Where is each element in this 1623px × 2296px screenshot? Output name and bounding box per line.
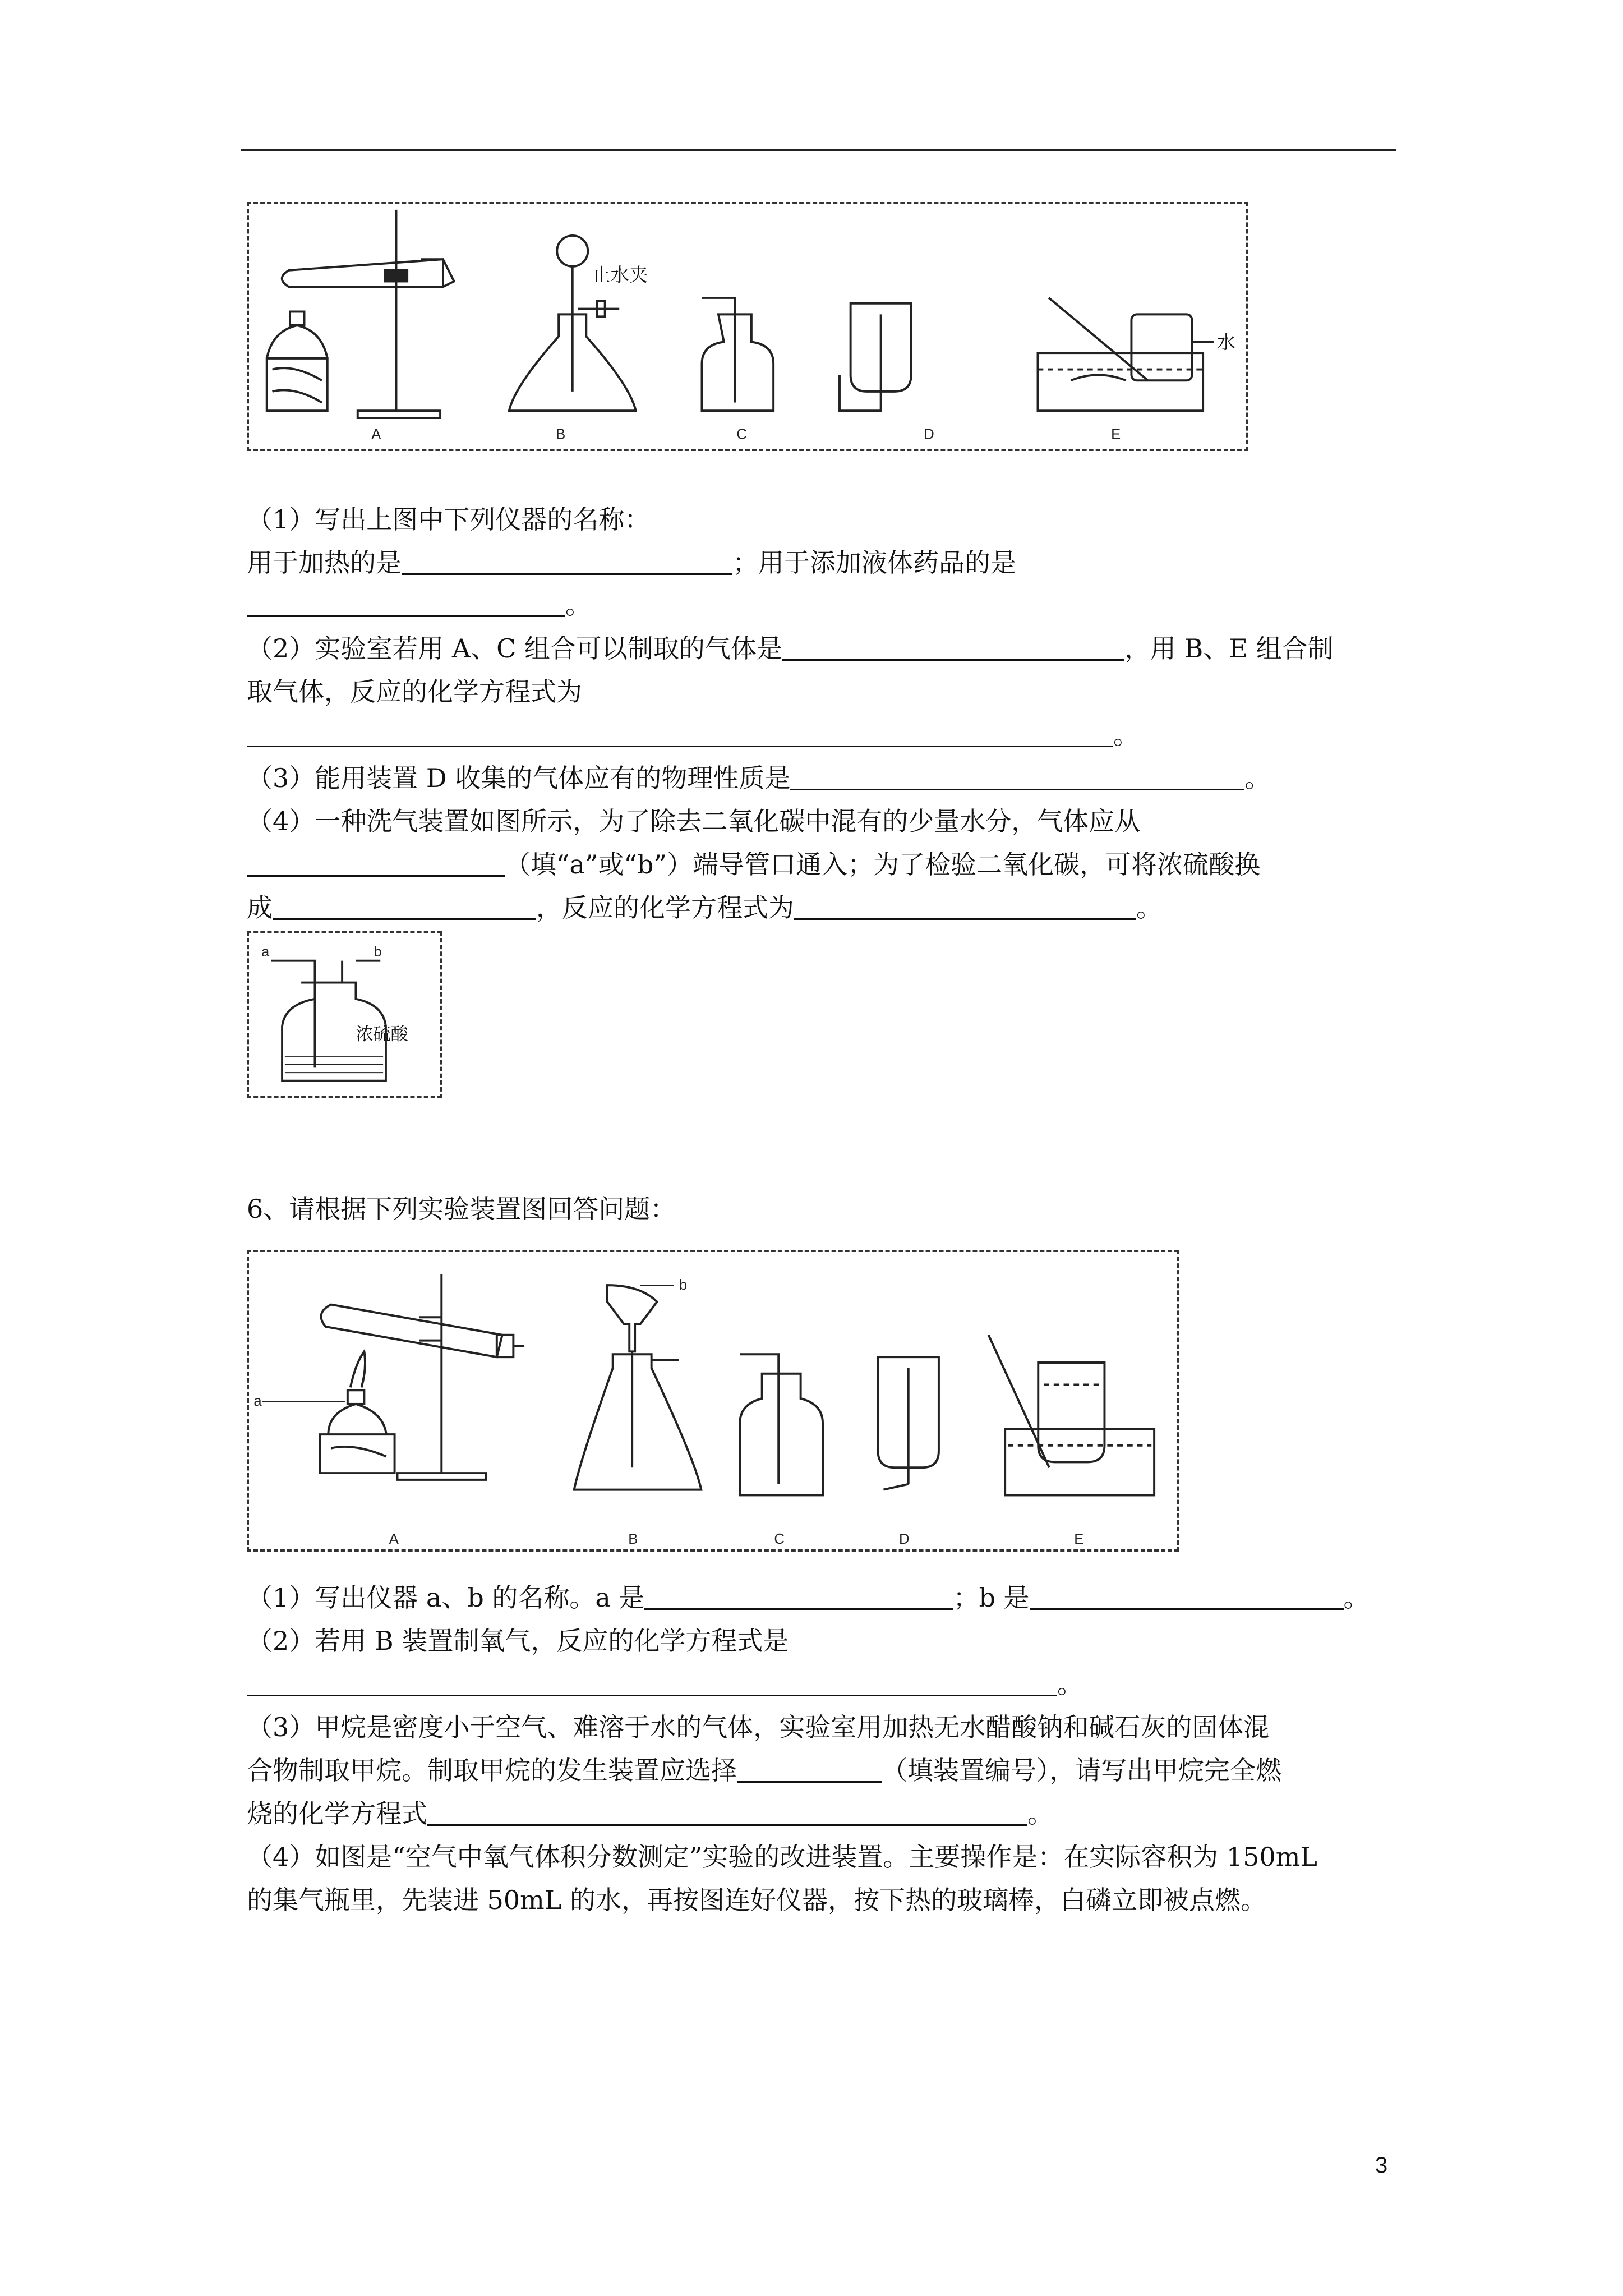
q6-p3-text-b2: （填装置编号），请写出甲烷完全燃 [882, 1755, 1281, 1786]
q5-p2-line-2: 取气体，反应的化学方程式为 [247, 677, 582, 707]
gas-washing-figure [247, 931, 442, 1098]
q5-p4-line-2 [247, 849, 1260, 880]
water-label: 水 [1216, 331, 1236, 353]
apparatus-figure-1 [247, 202, 1248, 451]
q5-p4-text-c2: ，反应的化学方程式为 [536, 892, 794, 923]
q6-p2-end: 。 [1057, 1669, 1083, 1699]
label-e: E [1074, 1531, 1084, 1548]
q5-p3-end: 。 [1244, 763, 1271, 793]
q5-p4-line: （4）一种洗气装置如图所示，为了除去二氧化碳中混有的少量水分，气体应从 [247, 806, 1141, 836]
q6-p1-blank-b[interactable] [1030, 1586, 1344, 1610]
q6-p3-blank-equation[interactable] [427, 1802, 1027, 1826]
label-d: D [898, 1531, 910, 1548]
q6-p4-line: （4）如图是“空气中氧气体积分数测定”实验的改进装置。主要操作是：在实际容积为 150mL [247, 1842, 1317, 1872]
q5-p1-end: 。 [565, 590, 591, 620]
q5-p2-line-3 [247, 719, 1139, 751]
q5-p4-blank-end[interactable] [247, 853, 505, 877]
clamp-label: 止水夹 [592, 264, 648, 286]
q5-p4-text-b: （填“a”或“b”）端导管口通入；为了检验二氧化碳，可将浓硫酸换 [505, 849, 1260, 880]
q5-p4-blank-reagent[interactable] [273, 896, 536, 920]
q5-p2-text-a: （2）实验室若用 A、C 组合可以制取的气体是 [247, 633, 782, 664]
apparatus-figure-2 [247, 1250, 1179, 1552]
q6-p3-line: （3）甲烷是密度小于空气、难溶于水的气体，实验室用加热无水醋酸钠和碱石灰的固体混 [247, 1712, 1270, 1742]
q6-p2-line: （2）若用 B 装置制氧气，反应的化学方程式是 [247, 1626, 789, 1656]
q6-p2-line-2 [247, 1668, 1083, 1700]
q5-p1-blank-heating[interactable] [402, 551, 732, 575]
q6-p1-blank-a[interactable] [644, 1586, 953, 1610]
q5-p1-title: （1）写出上图中下列仪器的名称： [247, 504, 651, 535]
q5-p4-line-3 [247, 892, 1162, 923]
q6-p1-end: 。 [1343, 1582, 1370, 1613]
label-a: A [389, 1531, 399, 1548]
q6-p3-text-c: 烧的化学方程式 [247, 1798, 427, 1829]
q5-p3-text-a: （3）能用装置 D 收集的气体应有的物理性质是 [247, 763, 791, 793]
label-c: C [736, 426, 747, 443]
q6-p4-line-2: 的集气瓶里，先装进 50mL 的水，再按图连好仪器，按下热的玻璃棒，白磷立即被点燃。 [247, 1885, 1266, 1915]
q5-p2-blank-equation[interactable] [247, 723, 1113, 747]
acid-label: 浓硫酸 [356, 1024, 408, 1045]
q5-p1-line-2 [247, 589, 591, 620]
instrument-label-b: b [679, 1277, 688, 1293]
q5-p1-text-a: 用于加热的是 [247, 547, 402, 578]
q5-p4-end: 。 [1136, 892, 1162, 923]
label-a: A [371, 426, 381, 443]
label-c: C [774, 1531, 785, 1548]
bottle-label-b: b [374, 944, 382, 960]
instrument-label-a: a [253, 1393, 262, 1409]
q6-p1-text-b: ；b 是 [953, 1582, 1030, 1613]
q5-p2-line [247, 633, 1334, 664]
q6-p3-blank-device[interactable] [737, 1759, 882, 1783]
q5-p2-text-b: ，用 B、E 组合制 [1124, 633, 1334, 664]
q6-p3-end: 。 [1027, 1798, 1053, 1829]
q5-p1-blank-liquid[interactable] [247, 593, 565, 617]
q5-p3-blank[interactable] [790, 766, 1244, 790]
q6-p3-line-2 [247, 1755, 1281, 1786]
gas-washing-drawing [249, 933, 440, 1096]
q5-p2-blank-gas[interactable] [782, 637, 1124, 661]
q5-p1-line [247, 547, 1016, 578]
apparatus-drawing-2 [249, 1252, 1177, 1549]
q6-heading: 6、请根据下列实验装置图回答问题： [247, 1194, 676, 1224]
label-e: E [1111, 426, 1121, 443]
label-d: D [924, 426, 934, 443]
q6-p3-text-b1: 合物制取甲烷。制取甲烷的发生装置应选择 [247, 1755, 737, 1786]
q5-p1-text-b: ；用于添加液体药品的是 [732, 547, 1016, 578]
q5-p4-text-c1: 成 [247, 892, 273, 923]
label-b: B [628, 1531, 638, 1548]
bottle-label-a: a [261, 944, 270, 960]
q5-p3-line [247, 762, 1270, 794]
header-rule [241, 149, 1396, 151]
label-b: B [556, 426, 566, 443]
q5-p2-end: 。 [1113, 720, 1139, 750]
q5-p4-blank-equation[interactable] [794, 896, 1136, 920]
q6-p1-line [247, 1582, 1370, 1613]
q6-p2-blank-equation[interactable] [247, 1672, 1057, 1696]
q6-p1-text-a: （1）写出仪器 a、b 的名称。a 是 [247, 1582, 645, 1613]
apparatus-drawing-1 [249, 204, 1246, 449]
q6-p3-line-3 [247, 1798, 1053, 1829]
page-number: 3 [1375, 2153, 1388, 2178]
